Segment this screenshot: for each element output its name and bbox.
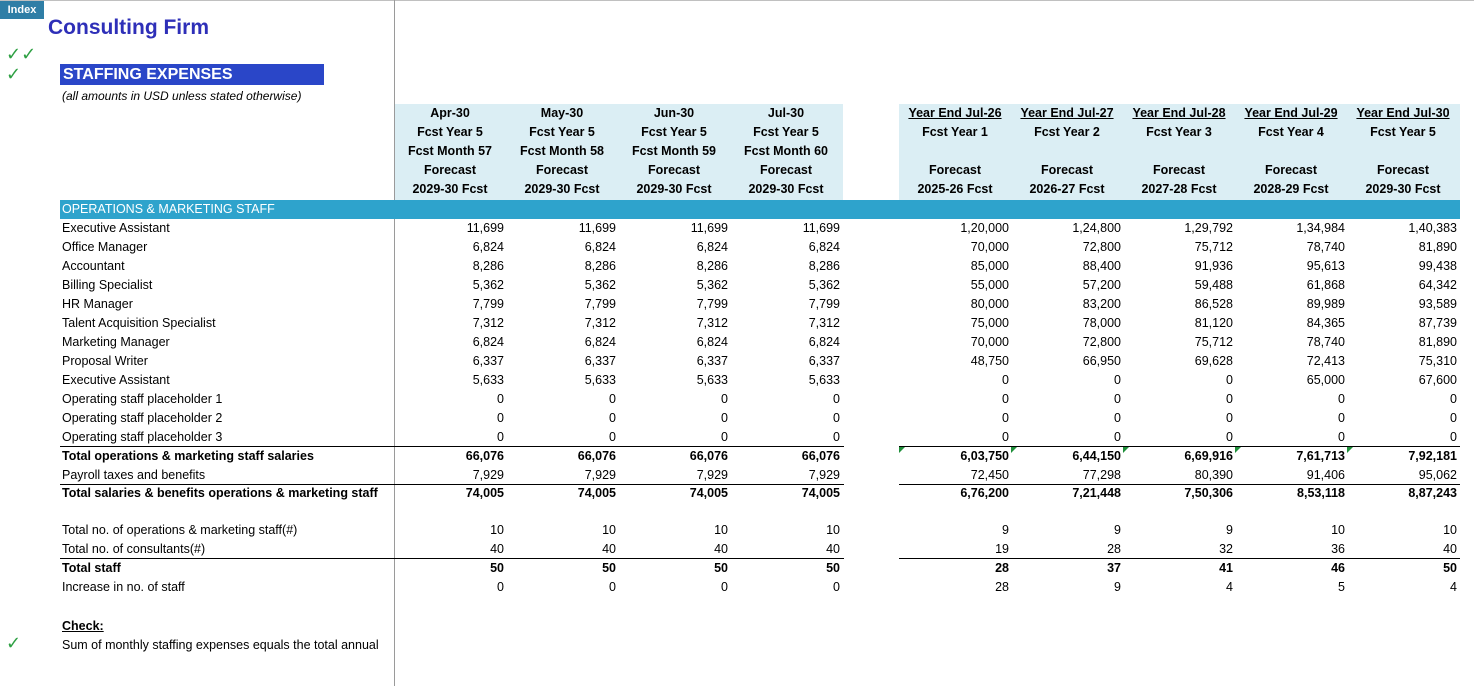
- monthly-value-cell: 0: [833, 430, 840, 444]
- monthly-header-line: Fcst Year 5: [641, 125, 707, 139]
- annual-value-cell: 1,40,383: [1408, 221, 1457, 235]
- monthly-value-cell: 11,699: [802, 221, 840, 235]
- monthly-value-cell: 8,286: [696, 259, 728, 273]
- monthly-value-cell: 5,362: [696, 278, 728, 292]
- annual-value-cell: 4: [1226, 580, 1233, 594]
- monthly-column-header: [506, 104, 618, 199]
- annual-column-header: [1011, 104, 1123, 199]
- annual-value-cell: 72,450: [970, 468, 1009, 482]
- annual-value-cell: 6,03,750: [960, 449, 1009, 463]
- monthly-value-cell: 6,824: [808, 335, 840, 349]
- annual-value-cell: 64,342: [1418, 278, 1457, 292]
- annual-value-cell: 61,868: [1306, 278, 1345, 292]
- monthly-value-cell: 40: [714, 542, 728, 556]
- monthly-value-cell: 74,005: [689, 486, 728, 500]
- annual-value-cell: 9: [1114, 523, 1121, 537]
- monthly-header-line: Forecast: [423, 163, 477, 177]
- subtotal-rule-left: [60, 446, 844, 447]
- annual-value-cell: 0: [1002, 392, 1009, 406]
- annual-value-cell: 0: [1450, 392, 1457, 406]
- annual-value-cell: 81,890: [1418, 240, 1457, 254]
- monthly-value-cell: 8,286: [472, 259, 504, 273]
- annual-value-cell: 72,800: [1082, 335, 1121, 349]
- annual-header-line: Forecast: [1040, 163, 1094, 177]
- annual-value-cell: 99,438: [1418, 259, 1457, 273]
- annual-value-cell: 66,950: [1082, 354, 1121, 368]
- annual-value-cell: 69,628: [1194, 354, 1233, 368]
- monthly-header-line: 2029-30 Fcst: [748, 182, 824, 196]
- annual-value-cell: 0: [1450, 430, 1457, 444]
- check-icon: ✓: [6, 633, 22, 653]
- annual-header-line: Fcst Year 1: [922, 125, 988, 139]
- annual-header-line: Forecast: [1376, 163, 1430, 177]
- annual-header-line: Year End Jul-29: [1244, 106, 1338, 120]
- monthly-header-line: Jun-30: [653, 106, 695, 120]
- subtotal-rule-right: [899, 446, 1460, 447]
- annual-value-cell: 40: [1443, 542, 1457, 556]
- monthly-header-line: Forecast: [535, 163, 589, 177]
- row-label: Operating staff placeholder 3: [62, 430, 223, 444]
- annual-value-cell: 0: [1114, 392, 1121, 406]
- annual-value-cell: 70,000: [970, 240, 1009, 254]
- annual-value-cell: 75,000: [970, 316, 1009, 330]
- annual-value-cell: 8,53,118: [1297, 486, 1345, 500]
- annual-value-cell: 87,739: [1418, 316, 1457, 330]
- annual-value-cell: 0: [1226, 430, 1233, 444]
- annual-value-cell: 6,69,916: [1184, 449, 1233, 463]
- staff-total-rule-right: [899, 558, 1460, 559]
- monthly-value-cell: 0: [497, 580, 504, 594]
- annual-value-cell: 8,87,243: [1408, 486, 1457, 500]
- monthly-value-cell: 5,362: [472, 278, 504, 292]
- annual-header-line: [1123, 142, 1235, 161]
- annual-value-cell: 37: [1107, 561, 1121, 575]
- annual-header-line: Year End Jul-30: [1356, 106, 1450, 120]
- annual-value-cell: 84,365: [1306, 316, 1345, 330]
- annual-value-cell: 80,390: [1194, 468, 1233, 482]
- sheet-top-border: [0, 0, 1474, 1]
- monthly-value-cell: 6,824: [696, 240, 728, 254]
- monthly-value-cell: 5,633: [472, 373, 504, 387]
- annual-value-cell: 93,589: [1418, 297, 1457, 311]
- monthly-header-line: Fcst Year 5: [529, 125, 595, 139]
- annual-value-cell: 59,488: [1194, 278, 1233, 292]
- annual-header-line: Fcst Year 2: [1034, 125, 1100, 139]
- monthly-value-cell: 0: [497, 392, 504, 406]
- monthly-value-cell: 74,005: [801, 486, 840, 500]
- annual-value-cell: 7,92,181: [1408, 449, 1457, 463]
- annual-header-line: Fcst Year 5: [1370, 125, 1436, 139]
- annual-header-line: Forecast: [928, 163, 982, 177]
- cell-note-indicator-icon: [1235, 447, 1241, 453]
- monthly-value-cell: 0: [497, 411, 504, 425]
- monthly-value-cell: 7,312: [584, 316, 616, 330]
- units-note: (all amounts in USD unless stated otherwise): [62, 89, 302, 103]
- annual-value-cell: 0: [1450, 411, 1457, 425]
- annual-value-cell: 67,600: [1418, 373, 1457, 387]
- annual-value-cell: 55,000: [970, 278, 1009, 292]
- annual-value-cell: 28: [1107, 542, 1121, 556]
- monthly-value-cell: 0: [497, 430, 504, 444]
- monthly-header-line: Jul-30: [767, 106, 805, 120]
- annual-header-line: [1235, 142, 1347, 161]
- monthly-value-cell: 6,824: [584, 240, 616, 254]
- annual-value-cell: 80,000: [970, 297, 1009, 311]
- monthly-value-cell: 0: [721, 430, 728, 444]
- annual-value-cell: 70,000: [970, 335, 1009, 349]
- monthly-value-cell: 0: [833, 392, 840, 406]
- monthly-header-line: Forecast: [759, 163, 813, 177]
- monthly-value-cell: 50: [714, 561, 728, 575]
- annual-value-cell: 0: [1002, 411, 1009, 425]
- monthly-value-cell: 11,699: [690, 221, 728, 235]
- row-label: Operating staff placeholder 1: [62, 392, 223, 406]
- annual-column-header: [1123, 104, 1235, 199]
- annual-value-cell: 88,400: [1082, 259, 1121, 273]
- monthly-value-cell: 10: [714, 523, 728, 537]
- row-label: Talent Acquisition Specialist: [62, 316, 216, 330]
- monthly-column-header: [618, 104, 730, 199]
- annual-value-cell: 91,406: [1306, 468, 1345, 482]
- monthly-value-cell: 8,286: [584, 259, 616, 273]
- cell-note-indicator-icon: [1123, 447, 1129, 453]
- annual-value-cell: 86,528: [1194, 297, 1233, 311]
- annual-value-cell: 72,800: [1082, 240, 1121, 254]
- row-label: Accountant: [62, 259, 125, 273]
- category-band-label: OPERATIONS & MARKETING STAFF: [62, 202, 275, 216]
- monthly-value-cell: 6,824: [808, 240, 840, 254]
- annual-value-cell: 0: [1114, 373, 1121, 387]
- monthly-value-cell: 6,824: [696, 335, 728, 349]
- monthly-value-cell: 66,076: [689, 449, 728, 463]
- monthly-value-cell: 40: [826, 542, 840, 556]
- annual-value-cell: 91,936: [1194, 259, 1233, 273]
- monthly-value-cell: 5,633: [696, 373, 728, 387]
- annual-value-cell: 89,989: [1306, 297, 1345, 311]
- annual-header-line: 2029-30 Fcst: [1365, 182, 1441, 196]
- monthly-value-cell: 6,824: [472, 335, 504, 349]
- annual-header-line: 2026-27 Fcst: [1029, 182, 1105, 196]
- monthly-header-line: Fcst Month 58: [519, 144, 605, 158]
- row-label: Total no. of consultants(#): [62, 542, 206, 556]
- annual-value-cell: 0: [1002, 373, 1009, 387]
- monthly-column-header: [730, 104, 842, 199]
- monthly-value-cell: 74,005: [465, 486, 504, 500]
- monthly-value-cell: 7,799: [808, 297, 840, 311]
- annual-value-cell: 95,613: [1306, 259, 1345, 273]
- row-label: Increase in no. of staff: [62, 580, 185, 594]
- row-label: Office Manager: [62, 240, 148, 254]
- annual-header-line: Fcst Year 3: [1146, 125, 1212, 139]
- page-title: Consulting Firm: [48, 16, 209, 39]
- row-label: HR Manager: [62, 297, 133, 311]
- annual-value-cell: 78,740: [1306, 240, 1345, 254]
- monthly-header-line: Fcst Year 5: [417, 125, 483, 139]
- annual-value-cell: 77,298: [1082, 468, 1121, 482]
- monthly-value-cell: 0: [609, 392, 616, 406]
- monthly-value-cell: 0: [609, 430, 616, 444]
- cell-note-indicator-icon: [899, 447, 905, 453]
- monthly-value-cell: 7,929: [472, 468, 504, 482]
- monthly-value-cell: 74,005: [577, 486, 616, 500]
- annual-value-cell: 65,000: [1306, 373, 1345, 387]
- monthly-value-cell: 0: [609, 580, 616, 594]
- row-label: Billing Specialist: [62, 278, 153, 292]
- annual-value-cell: 41: [1219, 561, 1233, 575]
- monthly-value-cell: 7,929: [808, 468, 840, 482]
- monthly-value-cell: 7,799: [584, 297, 616, 311]
- annual-header-line: Year End Jul-26: [908, 106, 1002, 120]
- annual-header-line: [1011, 142, 1123, 161]
- annual-value-cell: 28: [995, 580, 1009, 594]
- monthly-value-cell: 6,824: [584, 335, 616, 349]
- monthly-value-cell: 7,799: [696, 297, 728, 311]
- annual-value-cell: 9: [1002, 523, 1009, 537]
- check-icon: ✓: [6, 64, 22, 84]
- annual-value-cell: 0: [1338, 430, 1345, 444]
- monthly-value-cell: 10: [490, 523, 504, 537]
- monthly-value-cell: 7,929: [584, 468, 616, 482]
- annual-value-cell: 7,21,448: [1072, 486, 1121, 500]
- monthly-value-cell: 11,699: [578, 221, 616, 235]
- annual-value-cell: 75,310: [1418, 354, 1457, 368]
- annual-header-line: [1347, 142, 1459, 161]
- annual-value-cell: 0: [1338, 392, 1345, 406]
- row-label: Marketing Manager: [62, 335, 170, 349]
- annual-value-cell: 75,712: [1194, 240, 1233, 254]
- annual-header-line: Forecast: [1152, 163, 1206, 177]
- monthly-header-line: 2029-30 Fcst: [524, 182, 600, 196]
- row-label: Operating staff placeholder 2: [62, 411, 223, 425]
- staff-total-rule-left: [60, 558, 844, 559]
- monthly-header-line: Fcst Year 5: [753, 125, 819, 139]
- monthly-value-cell: 40: [602, 542, 616, 556]
- annual-value-cell: 1,34,984: [1296, 221, 1345, 235]
- annual-value-cell: 85,000: [970, 259, 1009, 273]
- annual-header-line: 2028-29 Fcst: [1253, 182, 1329, 196]
- monthly-value-cell: 0: [609, 411, 616, 425]
- monthly-value-cell: 0: [721, 392, 728, 406]
- annual-value-cell: 0: [1226, 392, 1233, 406]
- monthly-value-cell: 66,076: [801, 449, 840, 463]
- annual-value-cell: 1,24,800: [1072, 221, 1121, 235]
- annual-value-cell: 1,20,000: [960, 221, 1009, 235]
- section-title: STAFFING EXPENSES: [60, 64, 324, 85]
- annual-value-cell: 36: [1331, 542, 1345, 556]
- annual-value-cell: 0: [1114, 411, 1121, 425]
- annual-value-cell: 57,200: [1082, 278, 1121, 292]
- annual-value-cell: 0: [1114, 430, 1121, 444]
- monthly-header-line: Apr-30: [430, 106, 470, 120]
- total-rule-right: [899, 484, 1460, 485]
- annual-header-line: Fcst Year 4: [1258, 125, 1324, 139]
- monthly-value-cell: 66,076: [465, 449, 504, 463]
- annual-value-cell: 19: [995, 542, 1009, 556]
- row-label: Total no. of operations & marketing staff(#): [62, 523, 298, 537]
- annual-value-cell: 72,413: [1306, 354, 1345, 368]
- row-label: Payroll taxes and benefits: [62, 468, 206, 482]
- annual-value-cell: 95,062: [1418, 468, 1457, 482]
- check-title: Check:: [62, 619, 104, 633]
- annual-value-cell: 81,890: [1418, 335, 1457, 349]
- annual-header-line: 2027-28 Fcst: [1141, 182, 1217, 196]
- monthly-value-cell: 7,312: [472, 316, 504, 330]
- monthly-value-cell: 6,337: [584, 354, 616, 368]
- monthly-value-cell: 8,286: [808, 259, 840, 273]
- monthly-value-cell: 50: [826, 561, 840, 575]
- row-label: Total operations & marketing staff salaries: [62, 449, 314, 463]
- annual-value-cell: 6,76,200: [960, 486, 1009, 500]
- row-label: Executive Assistant: [62, 373, 170, 387]
- row-label: Total staff: [62, 561, 121, 575]
- annual-value-cell: 0: [1338, 411, 1345, 425]
- monthly-value-cell: 11,699: [466, 221, 504, 235]
- annual-value-cell: 78,000: [1082, 316, 1121, 330]
- monthly-value-cell: 5,362: [584, 278, 616, 292]
- annual-value-cell: 1,29,792: [1184, 221, 1233, 235]
- monthly-value-cell: 5,362: [808, 278, 840, 292]
- monthly-value-cell: 0: [833, 580, 840, 594]
- monthly-value-cell: 50: [602, 561, 616, 575]
- annual-value-cell: 81,120: [1194, 316, 1233, 330]
- annual-value-cell: 4: [1450, 580, 1457, 594]
- annual-value-cell: 75,712: [1194, 335, 1233, 349]
- annual-value-cell: 7,50,306: [1184, 486, 1233, 500]
- annual-value-cell: 9: [1226, 523, 1233, 537]
- monthly-value-cell: 7,929: [696, 468, 728, 482]
- annual-header-line: [899, 142, 1011, 161]
- row-label: Executive Assistant: [62, 221, 170, 235]
- monthly-header-line: May-30: [540, 106, 584, 120]
- annual-value-cell: 83,200: [1082, 297, 1121, 311]
- monthly-value-cell: 0: [721, 411, 728, 425]
- monthly-header-line: 2029-30 Fcst: [412, 182, 488, 196]
- monthly-value-cell: 0: [721, 580, 728, 594]
- row-label: Proposal Writer: [62, 354, 148, 368]
- monthly-value-cell: 7,312: [808, 316, 840, 330]
- annual-value-cell: 7,61,713: [1296, 449, 1345, 463]
- annual-value-cell: 32: [1219, 542, 1233, 556]
- monthly-header-line: Forecast: [647, 163, 701, 177]
- monthly-value-cell: 0: [833, 411, 840, 425]
- monthly-header-line: Fcst Month 60: [743, 144, 829, 158]
- annual-value-cell: 6,44,150: [1072, 449, 1121, 463]
- annual-header-line: Forecast: [1264, 163, 1318, 177]
- monthly-value-cell: 50: [490, 561, 504, 575]
- monthly-value-cell: 6,337: [472, 354, 504, 368]
- annual-value-cell: 28: [995, 561, 1009, 575]
- annual-value-cell: 48,750: [970, 354, 1009, 368]
- double-check-icon: ✓✓: [6, 44, 37, 64]
- monthly-value-cell: 7,799: [472, 297, 504, 311]
- annual-value-cell: 9: [1114, 580, 1121, 594]
- monthly-value-cell: 40: [490, 542, 504, 556]
- monthly-column-header: [394, 104, 506, 199]
- annual-value-cell: 50: [1443, 561, 1457, 575]
- annual-value-cell: 10: [1331, 523, 1345, 537]
- cell-note-indicator-icon: [1347, 447, 1353, 453]
- monthly-header-line: Fcst Month 57: [407, 144, 493, 158]
- annual-column-header: [1347, 104, 1459, 199]
- annual-value-cell: 5: [1338, 580, 1345, 594]
- monthly-header-line: Fcst Month 59: [631, 144, 717, 158]
- annual-value-cell: 0: [1002, 430, 1009, 444]
- annual-header-line: Year End Jul-28: [1132, 106, 1226, 120]
- row-label: Total salaries & benefits operations & marketing staff: [62, 486, 378, 500]
- annual-column-header: [899, 104, 1011, 199]
- annual-value-cell: 46: [1331, 561, 1345, 575]
- annual-value-cell: 78,740: [1306, 335, 1345, 349]
- check-description: Sum of monthly staffing expenses equals the total annual: [62, 638, 379, 652]
- annual-header-line: 2025-26 Fcst: [917, 182, 993, 196]
- annual-value-cell: 10: [1443, 523, 1457, 537]
- monthly-header-line: 2029-30 Fcst: [636, 182, 712, 196]
- monthly-value-cell: 5,633: [808, 373, 840, 387]
- monthly-value-cell: 10: [602, 523, 616, 537]
- annual-value-cell: 0: [1226, 411, 1233, 425]
- monthly-value-cell: 5,633: [584, 373, 616, 387]
- monthly-value-cell: 6,337: [808, 354, 840, 368]
- index-tab[interactable]: Index: [0, 1, 44, 19]
- total-rule-left: [60, 484, 844, 485]
- cell-note-indicator-icon: [1011, 447, 1017, 453]
- monthly-value-cell: 66,076: [577, 449, 616, 463]
- monthly-value-cell: 7,312: [696, 316, 728, 330]
- annual-header-line: Year End Jul-27: [1020, 106, 1114, 120]
- monthly-value-cell: 10: [826, 523, 840, 537]
- monthly-value-cell: 6,337: [696, 354, 728, 368]
- annual-value-cell: 0: [1226, 373, 1233, 387]
- annual-column-header: [1235, 104, 1347, 199]
- monthly-value-cell: 6,824: [472, 240, 504, 254]
